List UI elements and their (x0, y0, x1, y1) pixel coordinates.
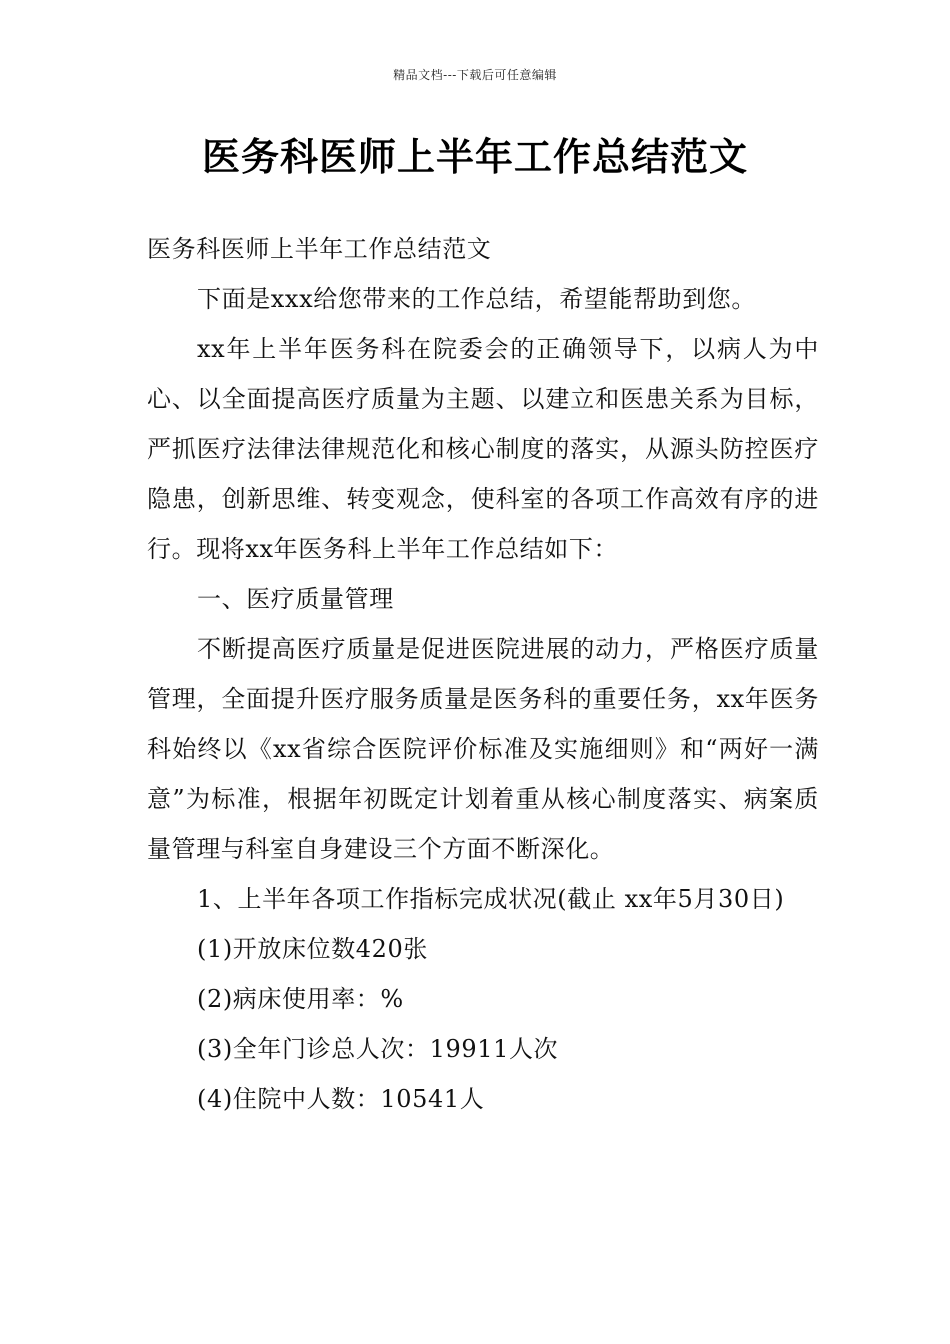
header-note: 精品文档---下载后可任意编辑 (393, 68, 557, 82)
section-heading-quality: 一、医疗质量管理 (197, 585, 394, 613)
list-item: (1)开放床位数420张 (197, 935, 429, 963)
subheading-indicators: 1、上半年各项工作指标完成状况(截止 xx年5月30日) (197, 885, 785, 913)
paragraph-subtitle: 医务科医师上半年工作总结范文 (147, 235, 492, 263)
list-item: (4)住院中人数：10541人 (197, 1085, 485, 1113)
list-item: (3)全年门诊总人次：19911人次 (197, 1035, 559, 1063)
paragraph-overview: xx年上半年医务科在院委会的正确领导下，以病人为中心、以全面提高医疗质量为主题、以建立和医患关系为目标，严抓医疗法律法律规范化和核心制度的落实，从源头防控医疗隐患，创新思维、转变观念，使科室的各项工作高效有序的进行。现将xx年医务科上半年工作总结如下： (147, 335, 819, 563)
document-body (147, 224, 819, 1124)
paragraph-quality: 不断提高医疗质量是促进医院进展的动力，严格医疗质量管理，全面提升医疗服务质量是医务科的重要任务，xx年医务科始终以《xx省综合医院评价标准及实施细则》和“两好一满意”为标准，根据年初既定计划着重从核心制度落实、病案质量管理与科室自身建设三个方面不断深化。 (147, 635, 819, 863)
document-title: 医务科医师上半年工作总结范文 (201, 134, 748, 179)
paragraph-intro: 下面是xxx给您带来的工作总结，希望能帮助到您。 (197, 285, 757, 313)
list-item: (2)病床使用率：% (197, 985, 404, 1013)
